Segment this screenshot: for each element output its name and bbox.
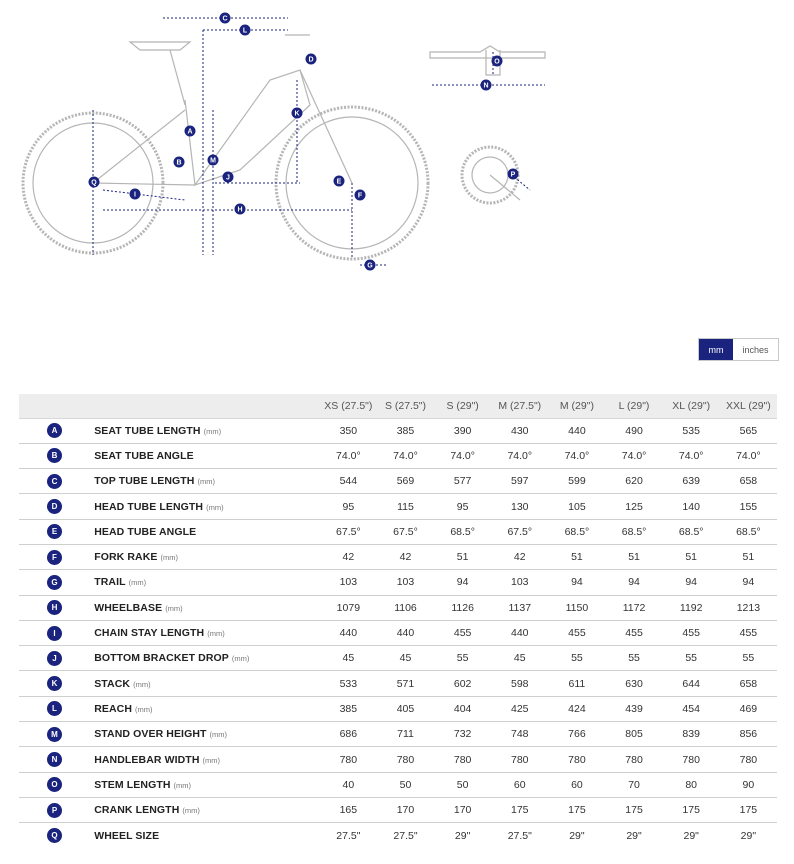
table-row — [19, 570, 777, 595]
header-spacer — [19, 394, 94, 418]
table-cell: 424 — [548, 696, 605, 721]
row-unit: (mm) — [231, 654, 250, 664]
row-badge-cell — [19, 646, 94, 671]
letter-badge: Q — [47, 828, 62, 843]
row-label-cell — [94, 646, 320, 671]
table-cell: 105 — [548, 494, 605, 519]
table-cell: 571 — [377, 671, 434, 696]
table-cell: 29" — [434, 823, 491, 848]
row-label: HEAD TUBE LENGTH — [94, 500, 204, 513]
row-label-cell — [94, 747, 320, 772]
table-cell: 27.5" — [377, 823, 434, 848]
svg-text:G: G — [367, 262, 373, 270]
column-header: L (29") — [618, 399, 650, 412]
row-label: HANDLEBAR WIDTH — [94, 753, 200, 766]
table-cell: 103 — [491, 570, 548, 595]
table-cell: 68.5° — [434, 519, 491, 544]
table-cell: 55 — [720, 646, 777, 671]
row-badge-cell — [19, 722, 94, 747]
table-cell: 175 — [605, 797, 662, 822]
row-label: STACK — [94, 677, 131, 690]
table-cell: 155 — [720, 494, 777, 519]
svg-text:J: J — [226, 174, 230, 182]
table-cell: 94 — [434, 570, 491, 595]
table-cell: 1106 — [377, 595, 434, 620]
table-cell: 732 — [434, 722, 491, 747]
table-cell: 780 — [491, 747, 548, 772]
row-badge-cell — [19, 494, 94, 519]
svg-text:M: M — [210, 157, 216, 165]
table-cell: 440 — [491, 620, 548, 645]
row-unit: (mm) — [173, 780, 192, 790]
table-row — [19, 544, 777, 569]
table-cell: 611 — [548, 671, 605, 696]
table-row — [19, 797, 777, 822]
row-badge-cell — [19, 418, 94, 443]
table-cell: 1213 — [720, 595, 777, 620]
row-badge-cell — [19, 671, 94, 696]
table-cell: 68.5° — [548, 519, 605, 544]
table-cell: 839 — [663, 722, 720, 747]
table-cell: 90 — [720, 772, 777, 797]
table-cell: 55 — [663, 646, 720, 671]
table-cell: 115 — [377, 494, 434, 519]
table-cell: 103 — [320, 570, 377, 595]
letter-badge: A — [47, 423, 62, 438]
table-cell: 68.5° — [720, 519, 777, 544]
svg-text:I: I — [134, 191, 136, 199]
row-label-cell — [94, 595, 320, 620]
table-cell: 74.0° — [491, 443, 548, 468]
row-label-cell — [94, 443, 320, 468]
letter-badge: H — [47, 600, 62, 615]
table-cell: 51 — [434, 544, 491, 569]
table-cell: 780 — [320, 747, 377, 772]
row-badge-cell — [19, 797, 94, 822]
table-cell: 68.5° — [663, 519, 720, 544]
row-badge-cell — [19, 570, 94, 595]
table-cell: 455 — [605, 620, 662, 645]
table-cell: 74.0° — [377, 443, 434, 468]
table-cell: 103 — [377, 570, 434, 595]
table-cell: 40 — [320, 772, 377, 797]
table-cell: 50 — [377, 772, 434, 797]
table-cell: 490 — [605, 418, 662, 443]
diagram-badge-c — [220, 13, 231, 24]
svg-text:Q: Q — [91, 179, 97, 187]
table-row — [19, 696, 777, 721]
table-cell: 599 — [548, 469, 605, 494]
svg-text:C: C — [222, 15, 228, 23]
table-cell: 170 — [434, 797, 491, 822]
letter-badge: G — [47, 575, 62, 590]
row-label-cell — [94, 570, 320, 595]
table-cell: 51 — [663, 544, 720, 569]
table-cell: 67.5° — [320, 519, 377, 544]
table-cell: 565 — [720, 418, 777, 443]
row-label-cell — [94, 418, 320, 443]
letter-badge: L — [47, 701, 62, 716]
table-cell: 748 — [491, 722, 548, 747]
table-cell: 74.0° — [434, 443, 491, 468]
diagram-badge-k — [292, 108, 303, 119]
table-cell: 74.0° — [548, 443, 605, 468]
row-badge-cell — [19, 519, 94, 544]
row-label-cell — [94, 696, 320, 721]
table-cell: 94 — [548, 570, 605, 595]
table-cell: 780 — [548, 747, 605, 772]
table-cell: 1192 — [663, 595, 720, 620]
table-cell: 70 — [605, 772, 662, 797]
table-cell: 50 — [434, 772, 491, 797]
geometry-table — [19, 394, 777, 848]
diagram-badge-i — [130, 189, 141, 200]
table-cell: 430 — [491, 418, 548, 443]
table-cell: 175 — [491, 797, 548, 822]
column-header: XXL (29") — [725, 399, 771, 412]
table-cell: 175 — [663, 797, 720, 822]
table-cell: 74.0° — [663, 443, 720, 468]
column-header: M (27.5") — [498, 399, 542, 412]
table-row — [19, 671, 777, 696]
column-header: M (29") — [559, 399, 594, 412]
table-cell: 350 — [320, 418, 377, 443]
row-unit: (mm) — [160, 553, 179, 563]
letter-badge: D — [47, 499, 62, 514]
table-cell: 658 — [720, 671, 777, 696]
table-cell: 711 — [377, 722, 434, 747]
table-cell: 439 — [605, 696, 662, 721]
table-cell: 55 — [434, 646, 491, 671]
letter-badge: N — [47, 752, 62, 767]
diagram-badge-h — [235, 204, 246, 215]
table-cell: 544 — [320, 469, 377, 494]
table-cell: 140 — [663, 494, 720, 519]
table-cell: 385 — [377, 418, 434, 443]
row-unit: (mm) — [182, 806, 200, 816]
row-unit: (mm) — [203, 426, 222, 436]
column-header: XS (27.5") — [324, 399, 373, 412]
table-cell: 175 — [548, 797, 605, 822]
table-cell: 165 — [320, 797, 377, 822]
table-row — [19, 519, 777, 544]
table-cell: 95 — [320, 494, 377, 519]
table-row — [19, 620, 777, 645]
table-row — [19, 494, 777, 519]
table-cell: 80 — [663, 772, 720, 797]
table-cell: 535 — [663, 418, 720, 443]
table-cell: 639 — [663, 469, 720, 494]
row-unit: (mm) — [135, 704, 153, 714]
row-label: SEAT TUBE LENGTH — [94, 424, 201, 437]
letter-badge: C — [47, 474, 62, 489]
table-cell: 780 — [434, 747, 491, 772]
table-cell: 780 — [377, 747, 434, 772]
table-cell: 51 — [605, 544, 662, 569]
svg-text:E: E — [336, 178, 342, 186]
row-label: BOTTOM BRACKET DROP — [94, 652, 229, 665]
bike-geometry-diagram — [0, 0, 794, 300]
table-cell: 42 — [491, 544, 548, 569]
row-badge-cell — [19, 544, 94, 569]
row-badge-cell — [19, 620, 94, 645]
table-header-row — [19, 394, 777, 418]
unit-inches-button[interactable]: inches — [733, 339, 778, 360]
table-cell: 45 — [377, 646, 434, 671]
table-cell: 1137 — [491, 595, 548, 620]
row-badge-cell — [19, 747, 94, 772]
row-badge-cell — [19, 823, 94, 848]
table-cell: 74.0° — [320, 443, 377, 468]
table-cell: 45 — [320, 646, 377, 671]
table-cell: 55 — [548, 646, 605, 671]
row-unit: (mm) — [133, 679, 151, 689]
table-cell: 569 — [377, 469, 434, 494]
diagram-badge-e — [334, 176, 345, 187]
diagram-badge-m — [208, 155, 219, 166]
table-row — [19, 646, 777, 671]
row-label: REACH — [94, 702, 133, 715]
table-cell: 597 — [491, 469, 548, 494]
table-cell: 94 — [720, 570, 777, 595]
table-row — [19, 469, 777, 494]
svg-text:L: L — [242, 27, 248, 35]
row-label: WHEEL SIZE — [94, 829, 160, 842]
letter-badge: J — [47, 651, 62, 666]
row-unit: (mm) — [165, 603, 183, 613]
table-cell: 385 — [320, 696, 377, 721]
row-badge-cell — [19, 772, 94, 797]
table-row — [19, 722, 777, 747]
svg-text:D: D — [308, 56, 314, 64]
row-label: FORK RAKE — [94, 551, 158, 564]
diagram-letter-badges — [89, 13, 519, 271]
diagram-badge-b — [174, 157, 185, 168]
table-cell: 94 — [663, 570, 720, 595]
letter-badge: M — [47, 727, 62, 742]
row-label-cell — [94, 823, 320, 848]
table-cell: 780 — [720, 747, 777, 772]
diagram-badge-f — [355, 190, 366, 201]
row-label: CRANK LENGTH — [94, 804, 180, 817]
table-row — [19, 747, 777, 772]
table-cell: 130 — [491, 494, 548, 519]
table-cell: 390 — [434, 418, 491, 443]
table-cell: 67.5° — [491, 519, 548, 544]
table-cell: 170 — [377, 797, 434, 822]
table-cell: 29" — [548, 823, 605, 848]
table-cell: 658 — [720, 469, 777, 494]
table-cell: 55 — [605, 646, 662, 671]
table-cell: 644 — [663, 671, 720, 696]
table-cell: 1079 — [320, 595, 377, 620]
table-cell: 29" — [605, 823, 662, 848]
table-cell: 42 — [320, 544, 377, 569]
table-cell: 404 — [434, 696, 491, 721]
table-cell: 175 — [720, 797, 777, 822]
svg-text:P: P — [510, 171, 516, 179]
table-cell: 1150 — [548, 595, 605, 620]
row-label: STAND OVER HEIGHT — [94, 728, 207, 741]
table-row — [19, 772, 777, 797]
letter-badge: O — [47, 777, 62, 792]
table-cell: 440 — [548, 418, 605, 443]
row-label-cell — [94, 544, 320, 569]
table-cell: 686 — [320, 722, 377, 747]
letter-badge: E — [47, 524, 62, 539]
svg-text:O: O — [494, 58, 500, 66]
table-cell: 598 — [491, 671, 548, 696]
diagram-badge-g — [365, 260, 376, 271]
table-cell: 60 — [548, 772, 605, 797]
table-row — [19, 595, 777, 620]
row-badge-cell — [19, 469, 94, 494]
table-cell: 74.0° — [720, 443, 777, 468]
diagram-badge-d — [306, 54, 317, 65]
table-cell: 27.5" — [491, 823, 548, 848]
column-header: S (29") — [446, 399, 479, 412]
row-label-cell — [94, 671, 320, 696]
row-label-cell — [94, 620, 320, 645]
row-badge-cell — [19, 595, 94, 620]
table-cell: 455 — [434, 620, 491, 645]
row-label: CHAIN STAY LENGTH — [94, 627, 205, 640]
table-cell: 454 — [663, 696, 720, 721]
row-label: WHEELBASE — [94, 601, 163, 614]
table-cell: 60 — [491, 772, 548, 797]
table-cell: 1172 — [605, 595, 662, 620]
letter-badge: K — [47, 676, 62, 691]
table-cell: 94 — [605, 570, 662, 595]
table-cell: 45 — [491, 646, 548, 671]
table-cell: 42 — [377, 544, 434, 569]
header-spacer — [94, 394, 320, 418]
row-unit: (mm) — [206, 502, 224, 512]
diagram-badge-o — [492, 56, 503, 67]
table-cell: 780 — [605, 747, 662, 772]
row-unit: (mm) — [207, 629, 225, 639]
table-cell: 856 — [720, 722, 777, 747]
table-row — [19, 823, 777, 848]
row-label-cell — [94, 722, 320, 747]
row-label-cell — [94, 772, 320, 797]
table-row — [19, 418, 777, 443]
unit-mm-button[interactable]: mm — [699, 339, 733, 360]
row-label: TRAIL — [94, 576, 126, 589]
row-label: HEAD TUBE ANGLE — [94, 525, 197, 538]
diagram-badge-p — [508, 169, 519, 180]
column-header: XL (29") — [672, 399, 711, 412]
row-label: STEM LENGTH — [94, 778, 171, 791]
table-cell: 455 — [663, 620, 720, 645]
svg-text:K: K — [294, 110, 300, 118]
table-cell: 27.5" — [320, 823, 377, 848]
letter-badge: I — [47, 626, 62, 641]
row-label-cell — [94, 494, 320, 519]
table-cell: 440 — [320, 620, 377, 645]
diagram-badge-a — [185, 126, 196, 137]
table-cell: 1126 — [434, 595, 491, 620]
table-cell: 51 — [548, 544, 605, 569]
svg-text:H: H — [237, 206, 243, 214]
svg-text:A: A — [187, 128, 193, 136]
svg-text:B: B — [176, 159, 182, 167]
row-label: TOP TUBE LENGTH — [94, 475, 195, 488]
row-badge-cell — [19, 443, 94, 468]
table-row — [19, 443, 777, 468]
svg-text:F: F — [357, 192, 363, 200]
table-cell: 67.5° — [377, 519, 434, 544]
row-unit: (mm) — [128, 578, 147, 588]
table-cell: 455 — [548, 620, 605, 645]
svg-text:N: N — [483, 82, 489, 90]
letter-badge: P — [47, 803, 62, 818]
table-cell: 425 — [491, 696, 548, 721]
row-unit: (mm) — [209, 730, 228, 740]
unit-toggle — [698, 338, 779, 361]
table-cell: 630 — [605, 671, 662, 696]
row-label-cell — [94, 797, 320, 822]
row-label: SEAT TUBE ANGLE — [94, 449, 194, 462]
table-cell: 405 — [377, 696, 434, 721]
table-cell: 440 — [377, 620, 434, 645]
table-cell: 766 — [548, 722, 605, 747]
table-cell: 620 — [605, 469, 662, 494]
table-cell: 780 — [663, 747, 720, 772]
diagram-badge-j — [223, 172, 234, 183]
row-label-cell — [94, 519, 320, 544]
table-cell: 95 — [434, 494, 491, 519]
table-cell: 533 — [320, 671, 377, 696]
diagram-badge-q — [89, 177, 100, 188]
table-cell: 29" — [663, 823, 720, 848]
table-cell: 455 — [720, 620, 777, 645]
row-label-cell — [94, 469, 320, 494]
table-cell: 51 — [720, 544, 777, 569]
table-cell: 125 — [605, 494, 662, 519]
table-cell: 469 — [720, 696, 777, 721]
table-cell: 577 — [434, 469, 491, 494]
table-cell: 602 — [434, 671, 491, 696]
letter-badge: B — [47, 448, 62, 463]
table-cell: 68.5° — [605, 519, 662, 544]
row-unit: (mm) — [202, 755, 221, 765]
column-header: S (27.5") — [384, 399, 427, 412]
diagram-badge-n — [481, 80, 492, 91]
letter-badge: F — [47, 550, 62, 565]
table-cell: 29" — [720, 823, 777, 848]
diagram-badge-l — [240, 25, 251, 36]
table-cell: 805 — [605, 722, 662, 747]
row-unit: (mm) — [197, 477, 215, 487]
table-cell: 74.0° — [605, 443, 662, 468]
row-badge-cell — [19, 696, 94, 721]
